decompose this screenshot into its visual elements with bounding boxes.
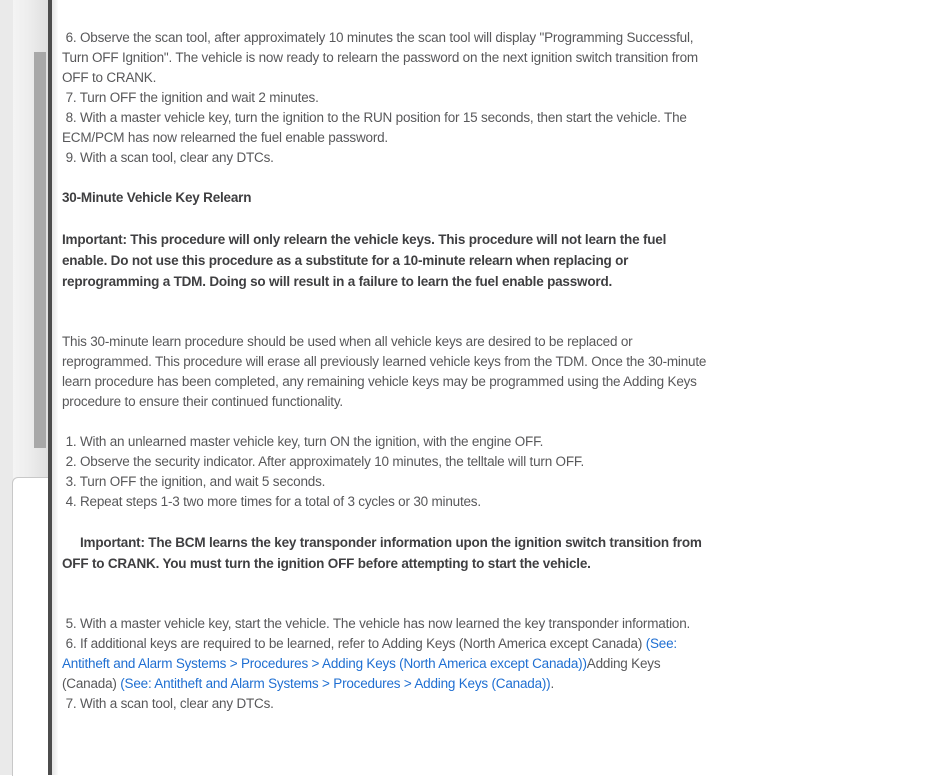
doc-text: 1. With an unlearned master vehicle key, turn ON the ignition, with the engine OFF. (62, 434, 544, 449)
doc-text: . (550, 676, 555, 691)
doc-block-important (62, 229, 712, 292)
doc-block-paragraph (62, 332, 712, 412)
doc-block-step (62, 108, 712, 148)
doc-text: 6. Observe the scan tool, after approximately 10 minutes the scan tool will display "Programming Successful, Turn OFF Ignition". The vehicle is now ready to relearn the password on the next ignition switch transition from OFF to CRANK. (62, 30, 702, 85)
doc-text: This 30-minute learn procedure should be used when all vehicle keys are desired to be replaced or reprogrammed. This procedure will erase all previously learned vehicle keys from the TDM. Once the 30-minute learn procedure has been completed, any remaining vehicle keys may be programmed using the Adding Keys procedure to ensure their continued functionality. (62, 334, 710, 409)
doc-text: 2. Observe the security indicator. After approximately 10 minutes, the telltale will turn OFF. (62, 454, 585, 469)
document-content (62, 0, 712, 714)
doc-block-step (62, 472, 712, 492)
doc-block-step (62, 432, 712, 452)
pane-splitter[interactable] (48, 0, 52, 775)
doc-text: 6. If additional keys are required to be learned, refer to Adding Keys (North America except Canada) (62, 636, 646, 651)
doc-block-step (62, 614, 712, 634)
doc-block-important (62, 532, 712, 574)
doc-text: Adding Keys (Canada) (62, 656, 664, 691)
doc-text: 7. Turn OFF the ignition and wait 2 minutes. (62, 90, 319, 105)
doc-text: Important: The BCM learns the key transponder information upon the ignition switch transition from OFF to CRANK. You must turn the ignition OFF before attempting to start the vehicle. (62, 535, 706, 571)
procedure-link[interactable]: (See: Antitheft and Alarm Systems > Procedures > Adding Keys (Canada)) (120, 676, 551, 691)
doc-text: 5. With a master vehicle key, start the vehicle. The vehicle has now learned the key transponder information. (62, 616, 691, 631)
doc-block-step (62, 634, 712, 694)
doc-block-step (62, 694, 712, 714)
left-pane-scrollbar-thumb[interactable] (34, 52, 46, 448)
procedure-link[interactable]: (See: Antitheft and Alarm Systems > Procedures > Adding Keys (North America except Canada)) (62, 636, 680, 671)
doc-text: 8. With a master vehicle key, turn the ignition to the RUN position for 15 seconds, then start the vehicle. The ECM/PCM has now relearned the fuel enable password. (62, 110, 691, 145)
doc-block-step (62, 88, 712, 108)
section-heading (62, 188, 712, 208)
doc-text: 7. With a scan tool, clear any DTCs. (62, 696, 274, 711)
doc-block-step (62, 452, 712, 472)
doc-text: 9. With a scan tool, clear any DTCs. (62, 150, 274, 165)
left-pane-card-corner (12, 477, 49, 776)
document-area (58, 0, 938, 775)
doc-text: 30-Minute Vehicle Key Relearn (62, 190, 252, 205)
doc-block-step (62, 148, 712, 168)
doc-block-step (62, 492, 712, 512)
doc-text: Important: This procedure will only relearn the vehicle keys. This procedure will not learn the fuel enable. Do not use this procedure as a substitute for a 10-minute relearn when replacing or reprogramming a TDM. Doing so will result in a failure to learn the fuel enable password. (62, 232, 670, 289)
doc-text: 4. Repeat steps 1-3 two more times for a total of 3 cycles or 30 minutes. (62, 494, 481, 509)
doc-block-step (62, 28, 712, 88)
doc-text: 3. Turn OFF the ignition, and wait 5 seconds. (62, 474, 326, 489)
